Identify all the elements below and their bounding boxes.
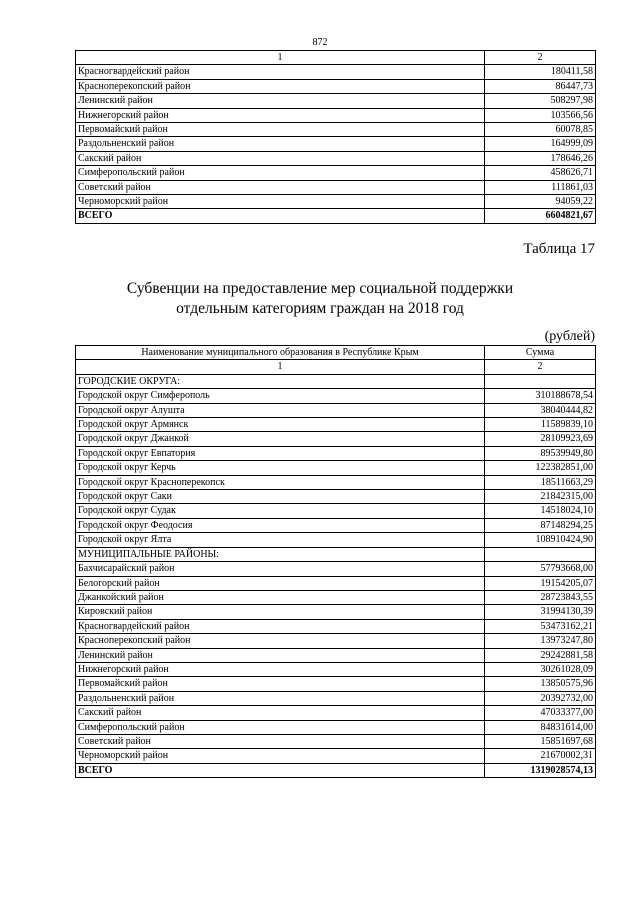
row-name: Городской округ Евпатория xyxy=(76,446,485,460)
row-value: 94059,22 xyxy=(485,195,596,209)
row-name: Джанкойский район xyxy=(76,590,485,604)
table-row xyxy=(76,461,596,475)
row-value: 87148294,25 xyxy=(485,518,596,532)
total-row xyxy=(76,209,596,223)
row-name: Городской округ Джанкой xyxy=(76,432,485,446)
row-value: 458626,71 xyxy=(485,166,596,180)
table-row xyxy=(76,691,596,705)
table-title-line-2: отдельным категориям граждан на 2018 год xyxy=(176,300,464,317)
table-row xyxy=(76,389,596,403)
row-name: Красногвардейский район xyxy=(76,619,485,633)
table-number: Таблица 17 xyxy=(523,241,595,257)
table-row xyxy=(76,619,596,633)
row-name: Городской округ Алушта xyxy=(76,403,485,417)
row-value: 20392732,00 xyxy=(485,691,596,705)
table-row xyxy=(76,79,596,93)
row-value: 122382851,00 xyxy=(485,461,596,475)
column-number-1: 1 xyxy=(76,51,485,65)
row-name: Городской округ Судак xyxy=(76,504,485,518)
row-value: 57793668,00 xyxy=(485,562,596,576)
section-empty-cell xyxy=(485,547,596,561)
table-row xyxy=(76,562,596,576)
row-value: 15851697,68 xyxy=(485,734,596,748)
row-value: 178646,26 xyxy=(485,151,596,165)
row-name: Нижнегорский район xyxy=(76,662,485,676)
table-row xyxy=(76,418,596,432)
column-number-2: 2 xyxy=(485,51,596,65)
column-number-row xyxy=(76,360,596,374)
table-row xyxy=(76,166,596,180)
row-name: Нижнегорский район xyxy=(76,108,485,122)
column-number-1: 1 xyxy=(76,360,485,374)
table-row xyxy=(76,94,596,108)
row-name: Городской округ Феодосия xyxy=(76,518,485,532)
row-value: 14518024,10 xyxy=(485,504,596,518)
table-row xyxy=(76,576,596,590)
row-name: Красногвардейский район xyxy=(76,65,485,79)
total-label: ВСЕГО xyxy=(76,763,485,777)
row-name: Городской округ Армянск xyxy=(76,418,485,432)
header-sum: Сумма xyxy=(485,346,596,360)
section-label-city-districts: ГОРОДСКИЕ ОКРУГА: xyxy=(76,374,485,388)
row-name: Красноперекопский район xyxy=(76,79,485,93)
row-value: 180411,58 xyxy=(485,65,596,79)
page-number: 872 xyxy=(312,37,328,48)
table-row xyxy=(76,749,596,763)
row-value: 21842315,00 xyxy=(485,490,596,504)
table-row xyxy=(76,720,596,734)
row-value: 28109923,69 xyxy=(485,432,596,446)
row-value: 86447,73 xyxy=(485,79,596,93)
column-number-row xyxy=(76,51,596,65)
row-name: Ленинский район xyxy=(76,94,485,108)
row-name: Городской округ Красноперекопск xyxy=(76,475,485,489)
table-row xyxy=(76,432,596,446)
row-value: 31994130,39 xyxy=(485,605,596,619)
table-row xyxy=(76,533,596,547)
row-name: Симферопольский район xyxy=(76,166,485,180)
row-name: Бахчисарайский район xyxy=(76,562,485,576)
table-title-line-1: Субвенции на предоставление мер социальной поддержки xyxy=(126,280,514,297)
section-header-row xyxy=(76,547,596,561)
table-row xyxy=(76,195,596,209)
table-row xyxy=(76,590,596,604)
row-value: 164999,09 xyxy=(485,137,596,151)
table-row xyxy=(76,706,596,720)
row-name: Кировский район xyxy=(76,605,485,619)
header-row xyxy=(76,346,596,360)
row-name: Советский район xyxy=(76,180,485,194)
row-value: 21670002,31 xyxy=(485,749,596,763)
row-value: 28723843,55 xyxy=(485,590,596,604)
table-row xyxy=(76,446,596,460)
table-row xyxy=(76,734,596,748)
section-label-municipal-districts: МУНИЦИПАЛЬНЫЕ РАЙОНЫ: xyxy=(76,547,485,561)
row-value: 84831614,00 xyxy=(485,720,596,734)
total-row xyxy=(76,763,596,777)
row-value: 47033377,00 xyxy=(485,706,596,720)
header-name: Наименование муниципального образования в Республике Крым xyxy=(76,346,485,360)
table-row xyxy=(76,403,596,417)
row-name: Сакский район xyxy=(76,706,485,720)
total-value: 1319028574,13 xyxy=(485,763,596,777)
row-name: Раздольненский район xyxy=(76,137,485,151)
row-name: Первомайский район xyxy=(76,677,485,691)
row-value: 111861,03 xyxy=(485,180,596,194)
section-header-row xyxy=(76,374,596,388)
total-value: 6604821,67 xyxy=(485,209,596,223)
table-row xyxy=(76,677,596,691)
row-name: Советский район xyxy=(76,734,485,748)
table-row xyxy=(76,475,596,489)
unit-label: (рублей) xyxy=(544,329,595,344)
table-row xyxy=(76,490,596,504)
row-value: 29242881,58 xyxy=(485,648,596,662)
row-name: Черноморский район xyxy=(76,749,485,763)
row-value: 310188678,54 xyxy=(485,389,596,403)
subventions-table xyxy=(75,345,596,778)
table-row xyxy=(76,137,596,151)
row-value: 89539949,80 xyxy=(485,446,596,460)
row-value: 30261028,09 xyxy=(485,662,596,676)
row-value: 53473162,21 xyxy=(485,619,596,633)
row-name: Городской округ Керчь xyxy=(76,461,485,475)
table-row xyxy=(76,108,596,122)
row-value: 508297,98 xyxy=(485,94,596,108)
total-label: ВСЕГО xyxy=(76,209,485,223)
section-empty-cell xyxy=(485,374,596,388)
row-value: 18511663,29 xyxy=(485,475,596,489)
table-row xyxy=(76,648,596,662)
table-title xyxy=(0,279,640,319)
row-value: 60078,85 xyxy=(485,123,596,137)
column-number-2: 2 xyxy=(485,360,596,374)
table-row xyxy=(76,634,596,648)
row-name: Ленинский район xyxy=(76,648,485,662)
row-name: Городской округ Симферополь xyxy=(76,389,485,403)
row-name: Первомайский район xyxy=(76,123,485,137)
table-continuation xyxy=(75,50,596,224)
row-value: 19154205,07 xyxy=(485,576,596,590)
row-value: 108910424,90 xyxy=(485,533,596,547)
table-row xyxy=(76,151,596,165)
table-row xyxy=(76,65,596,79)
row-name: Красноперекопский район xyxy=(76,634,485,648)
row-value: 11589839,10 xyxy=(485,418,596,432)
row-name: Симферопольский район xyxy=(76,720,485,734)
table-row xyxy=(76,504,596,518)
row-name: Белогорский район xyxy=(76,576,485,590)
row-name: Сакский район xyxy=(76,151,485,165)
table-row xyxy=(76,180,596,194)
row-value: 13850575,96 xyxy=(485,677,596,691)
row-name: Городской округ Саки xyxy=(76,490,485,504)
row-name: Городской округ Ялта xyxy=(76,533,485,547)
row-name: Черноморский район xyxy=(76,195,485,209)
table-row xyxy=(76,605,596,619)
row-name: Раздольненский район xyxy=(76,691,485,705)
row-value: 13973247,80 xyxy=(485,634,596,648)
row-value: 103566,56 xyxy=(485,108,596,122)
row-value: 38040444,82 xyxy=(485,403,596,417)
table-row xyxy=(76,662,596,676)
table-row xyxy=(76,518,596,532)
table-row xyxy=(76,123,596,137)
